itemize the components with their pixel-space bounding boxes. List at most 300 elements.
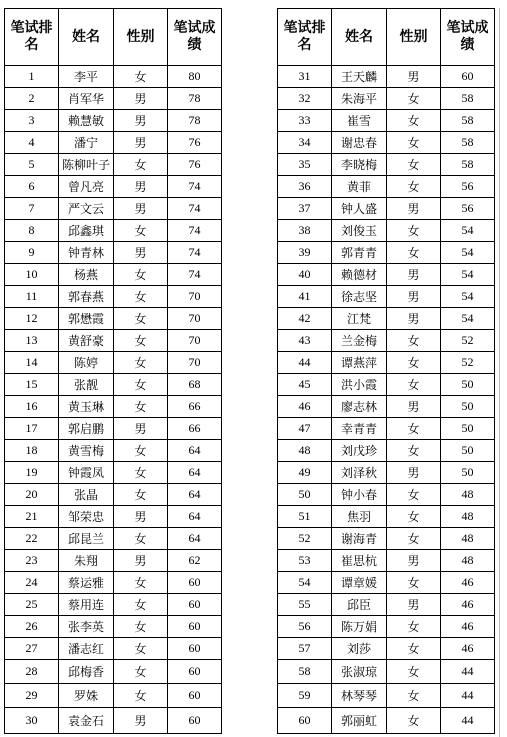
gender-cell: 男 bbox=[114, 198, 168, 220]
gender-cell: 女 bbox=[387, 616, 441, 638]
gender-cell: 女 bbox=[114, 374, 168, 396]
score-cell: 74 bbox=[168, 242, 222, 264]
table-row bbox=[5, 418, 222, 440]
rank-cell: 28 bbox=[5, 660, 59, 684]
gender-cell: 女 bbox=[114, 220, 168, 242]
name-cell: 潘宁 bbox=[59, 132, 114, 154]
name-cell: 罗姝 bbox=[59, 684, 114, 708]
header-row bbox=[278, 9, 495, 66]
score-cell: 66 bbox=[168, 396, 222, 418]
rank-cell: 29 bbox=[5, 684, 59, 708]
table-row bbox=[278, 594, 495, 616]
score-cell: 78 bbox=[168, 88, 222, 110]
gender-cell: 男 bbox=[114, 132, 168, 154]
score-cell: 74 bbox=[168, 198, 222, 220]
header-name: 姓名 bbox=[59, 9, 114, 66]
score-cell: 68 bbox=[168, 374, 222, 396]
score-cell: 44 bbox=[441, 660, 495, 684]
name-cell: 黄雪梅 bbox=[59, 440, 114, 462]
score-cell: 48 bbox=[441, 484, 495, 506]
name-cell: 刘莎 bbox=[332, 638, 387, 660]
name-cell: 钟小春 bbox=[332, 484, 387, 506]
score-cell: 44 bbox=[441, 684, 495, 708]
table-row bbox=[278, 352, 495, 374]
table-row bbox=[5, 550, 222, 572]
table-row bbox=[278, 110, 495, 132]
gender-cell: 女 bbox=[114, 264, 168, 286]
rank-cell: 50 bbox=[278, 484, 332, 506]
gender-cell: 女 bbox=[387, 708, 441, 734]
rank-cell: 8 bbox=[5, 220, 59, 242]
score-cell: 46 bbox=[441, 616, 495, 638]
gender-cell: 女 bbox=[387, 132, 441, 154]
name-cell: 崔思杭 bbox=[332, 550, 387, 572]
gender-cell: 女 bbox=[114, 308, 168, 330]
score-cell: 74 bbox=[168, 220, 222, 242]
gender-cell: 女 bbox=[387, 684, 441, 708]
table-row bbox=[278, 484, 495, 506]
name-cell: 张李英 bbox=[59, 616, 114, 638]
table-row bbox=[5, 660, 222, 684]
table-row bbox=[278, 462, 495, 484]
gender-cell: 男 bbox=[387, 594, 441, 616]
score-cell: 60 bbox=[168, 616, 222, 638]
score-cell: 56 bbox=[441, 198, 495, 220]
table-row bbox=[278, 396, 495, 418]
name-cell: 袁金石 bbox=[59, 708, 114, 734]
table-row bbox=[278, 440, 495, 462]
gender-cell: 男 bbox=[114, 418, 168, 440]
rank-cell: 23 bbox=[5, 550, 59, 572]
table-body-left bbox=[5, 66, 222, 734]
rank-cell: 3 bbox=[5, 110, 59, 132]
score-cell: 70 bbox=[168, 330, 222, 352]
table-row bbox=[5, 572, 222, 594]
name-cell: 李晓梅 bbox=[332, 154, 387, 176]
score-sheet bbox=[4, 0, 507, 737]
table-row bbox=[5, 616, 222, 638]
table-row bbox=[278, 506, 495, 528]
score-cell: 48 bbox=[441, 550, 495, 572]
name-cell: 郭启鹏 bbox=[59, 418, 114, 440]
gender-cell: 女 bbox=[387, 242, 441, 264]
sheet-edge-line bbox=[499, 8, 500, 737]
name-cell: 蔡用连 bbox=[59, 594, 114, 616]
table-row bbox=[278, 616, 495, 638]
score-cell: 64 bbox=[168, 528, 222, 550]
table-row bbox=[278, 330, 495, 352]
rank-cell: 24 bbox=[5, 572, 59, 594]
score-cell: 74 bbox=[168, 264, 222, 286]
gender-cell: 女 bbox=[114, 286, 168, 308]
rank-cell: 56 bbox=[278, 616, 332, 638]
rank-cell: 35 bbox=[278, 154, 332, 176]
name-cell: 徐志坚 bbox=[332, 286, 387, 308]
score-cell: 54 bbox=[441, 264, 495, 286]
gender-cell: 女 bbox=[387, 638, 441, 660]
gender-cell: 男 bbox=[387, 308, 441, 330]
rank-cell: 49 bbox=[278, 462, 332, 484]
rank-cell: 36 bbox=[278, 176, 332, 198]
name-cell: 潘志红 bbox=[59, 638, 114, 660]
table-row bbox=[5, 198, 222, 220]
rank-cell: 30 bbox=[5, 708, 59, 734]
table-row bbox=[5, 638, 222, 660]
gender-cell: 女 bbox=[114, 572, 168, 594]
name-cell: 谭章媛 bbox=[332, 572, 387, 594]
rank-cell: 4 bbox=[5, 132, 59, 154]
table-row bbox=[5, 484, 222, 506]
gender-cell: 女 bbox=[387, 330, 441, 352]
rank-cell: 31 bbox=[278, 66, 332, 88]
name-cell: 朱海平 bbox=[332, 88, 387, 110]
table-row bbox=[5, 708, 222, 734]
name-cell: 崔雪 bbox=[332, 110, 387, 132]
score-cell: 76 bbox=[168, 132, 222, 154]
name-cell: 郭丽虹 bbox=[332, 708, 387, 734]
score-cell: 46 bbox=[441, 572, 495, 594]
table-row bbox=[278, 264, 495, 286]
score-cell: 64 bbox=[168, 484, 222, 506]
gender-cell: 女 bbox=[114, 594, 168, 616]
table-row bbox=[5, 242, 222, 264]
score-cell: 74 bbox=[168, 176, 222, 198]
gender-cell: 男 bbox=[387, 264, 441, 286]
name-cell: 江梵 bbox=[332, 308, 387, 330]
name-cell: 陈柳叶子 bbox=[59, 154, 114, 176]
name-cell: 谢忠春 bbox=[332, 132, 387, 154]
score-cell: 52 bbox=[441, 330, 495, 352]
name-cell: 邱鑫琪 bbox=[59, 220, 114, 242]
score-cell: 64 bbox=[168, 462, 222, 484]
name-cell: 郭春燕 bbox=[59, 286, 114, 308]
gender-cell: 男 bbox=[387, 286, 441, 308]
name-cell: 陈婷 bbox=[59, 352, 114, 374]
score-cell: 58 bbox=[441, 88, 495, 110]
score-cell: 50 bbox=[441, 418, 495, 440]
rank-cell: 20 bbox=[5, 484, 59, 506]
table-row bbox=[278, 308, 495, 330]
score-cell: 62 bbox=[168, 550, 222, 572]
name-cell: 焦羽 bbox=[332, 506, 387, 528]
score-cell: 50 bbox=[441, 440, 495, 462]
table-row bbox=[278, 684, 495, 708]
score-cell: 76 bbox=[168, 154, 222, 176]
rank-cell: 27 bbox=[5, 638, 59, 660]
table-row bbox=[278, 528, 495, 550]
name-cell: 蔡运雅 bbox=[59, 572, 114, 594]
score-cell: 58 bbox=[441, 110, 495, 132]
rank-cell: 40 bbox=[278, 264, 332, 286]
gender-cell: 男 bbox=[387, 462, 441, 484]
name-cell: 肖军华 bbox=[59, 88, 114, 110]
gender-cell: 男 bbox=[387, 396, 441, 418]
rank-cell: 25 bbox=[5, 594, 59, 616]
table-row bbox=[5, 264, 222, 286]
rank-cell: 18 bbox=[5, 440, 59, 462]
gender-cell: 女 bbox=[387, 528, 441, 550]
name-cell: 张晶 bbox=[59, 484, 114, 506]
header-rank: 笔试排名 bbox=[5, 9, 59, 66]
score-cell: 50 bbox=[441, 396, 495, 418]
name-cell: 王天麟 bbox=[332, 66, 387, 88]
score-cell: 46 bbox=[441, 594, 495, 616]
gender-cell: 女 bbox=[114, 396, 168, 418]
score-cell: 60 bbox=[441, 66, 495, 88]
gender-cell: 女 bbox=[387, 220, 441, 242]
header-score: 笔试成绩 bbox=[168, 9, 222, 66]
name-cell: 李平 bbox=[59, 66, 114, 88]
rank-cell: 34 bbox=[278, 132, 332, 154]
name-cell: 刘俊玉 bbox=[332, 220, 387, 242]
gender-cell: 女 bbox=[387, 484, 441, 506]
name-cell: 曾凡亮 bbox=[59, 176, 114, 198]
table-row bbox=[5, 506, 222, 528]
score-cell: 60 bbox=[168, 708, 222, 734]
rank-cell: 48 bbox=[278, 440, 332, 462]
rank-cell: 39 bbox=[278, 242, 332, 264]
gender-cell: 女 bbox=[114, 484, 168, 506]
table-row bbox=[278, 638, 495, 660]
rank-cell: 5 bbox=[5, 154, 59, 176]
table-row bbox=[278, 220, 495, 242]
name-cell: 刘泽秋 bbox=[332, 462, 387, 484]
gender-cell: 男 bbox=[114, 88, 168, 110]
score-cell: 60 bbox=[168, 660, 222, 684]
table-row bbox=[278, 286, 495, 308]
score-cell: 64 bbox=[168, 440, 222, 462]
gender-cell: 女 bbox=[387, 88, 441, 110]
name-cell: 黄菲 bbox=[332, 176, 387, 198]
gender-cell: 女 bbox=[387, 352, 441, 374]
gender-cell: 女 bbox=[387, 154, 441, 176]
gender-cell: 女 bbox=[114, 66, 168, 88]
name-cell: 赖德材 bbox=[332, 264, 387, 286]
gender-cell: 男 bbox=[114, 550, 168, 572]
name-cell: 林琴琴 bbox=[332, 684, 387, 708]
gender-cell: 男 bbox=[114, 176, 168, 198]
gender-cell: 女 bbox=[114, 638, 168, 660]
table-row bbox=[278, 176, 495, 198]
score-cell: 54 bbox=[441, 242, 495, 264]
score-cell: 60 bbox=[168, 594, 222, 616]
name-cell: 邱梅香 bbox=[59, 660, 114, 684]
name-cell: 黄舒豪 bbox=[59, 330, 114, 352]
table-row bbox=[5, 110, 222, 132]
gender-cell: 女 bbox=[387, 176, 441, 198]
score-cell: 70 bbox=[168, 286, 222, 308]
gender-cell: 女 bbox=[387, 374, 441, 396]
rank-cell: 60 bbox=[278, 708, 332, 734]
name-cell: 谭燕萍 bbox=[332, 352, 387, 374]
score-cell: 48 bbox=[441, 506, 495, 528]
name-cell: 郭青青 bbox=[332, 242, 387, 264]
header-gender: 性别 bbox=[114, 9, 168, 66]
table-row bbox=[5, 396, 222, 418]
gender-cell: 女 bbox=[114, 616, 168, 638]
table-row bbox=[278, 374, 495, 396]
rank-cell: 47 bbox=[278, 418, 332, 440]
table-body-right bbox=[278, 66, 495, 734]
gender-cell: 女 bbox=[114, 660, 168, 684]
name-cell: 张淑琼 bbox=[332, 660, 387, 684]
gender-cell: 男 bbox=[114, 242, 168, 264]
score-cell: 78 bbox=[168, 110, 222, 132]
score-cell: 56 bbox=[441, 176, 495, 198]
gender-cell: 女 bbox=[387, 660, 441, 684]
rank-cell: 52 bbox=[278, 528, 332, 550]
score-cell: 58 bbox=[441, 132, 495, 154]
name-cell: 邱昆兰 bbox=[59, 528, 114, 550]
table-row bbox=[278, 242, 495, 264]
score-cell: 70 bbox=[168, 308, 222, 330]
name-cell: 邹荣忠 bbox=[59, 506, 114, 528]
rank-cell: 33 bbox=[278, 110, 332, 132]
table-row bbox=[278, 88, 495, 110]
rank-cell: 11 bbox=[5, 286, 59, 308]
gender-cell: 女 bbox=[387, 440, 441, 462]
table-row bbox=[278, 550, 495, 572]
score-cell: 54 bbox=[441, 308, 495, 330]
score-cell: 64 bbox=[168, 506, 222, 528]
rank-cell: 16 bbox=[5, 396, 59, 418]
table-row bbox=[278, 660, 495, 684]
gender-cell: 男 bbox=[387, 66, 441, 88]
rank-cell: 14 bbox=[5, 352, 59, 374]
table-row bbox=[278, 154, 495, 176]
gender-cell: 女 bbox=[114, 330, 168, 352]
name-cell: 邱臣 bbox=[332, 594, 387, 616]
table-row bbox=[5, 286, 222, 308]
score-cell: 54 bbox=[441, 286, 495, 308]
gender-cell: 男 bbox=[114, 506, 168, 528]
score-cell: 58 bbox=[441, 154, 495, 176]
rank-cell: 32 bbox=[278, 88, 332, 110]
header-gender: 性别 bbox=[387, 9, 441, 66]
score-cell: 54 bbox=[441, 220, 495, 242]
table-row bbox=[5, 528, 222, 550]
table-row bbox=[5, 132, 222, 154]
gender-cell: 女 bbox=[114, 684, 168, 708]
rank-cell: 42 bbox=[278, 308, 332, 330]
rank-cell: 57 bbox=[278, 638, 332, 660]
score-cell: 50 bbox=[441, 374, 495, 396]
rank-cell: 17 bbox=[5, 418, 59, 440]
score-cell: 60 bbox=[168, 638, 222, 660]
rank-cell: 41 bbox=[278, 286, 332, 308]
gender-cell: 男 bbox=[114, 110, 168, 132]
name-cell: 谢海青 bbox=[332, 528, 387, 550]
rank-cell: 43 bbox=[278, 330, 332, 352]
rank-cell: 19 bbox=[5, 462, 59, 484]
table-row bbox=[278, 132, 495, 154]
table-row bbox=[278, 66, 495, 88]
rank-cell: 44 bbox=[278, 352, 332, 374]
table-row bbox=[5, 462, 222, 484]
table-row bbox=[5, 594, 222, 616]
name-cell: 钟霞凤 bbox=[59, 462, 114, 484]
name-cell: 刘戊珍 bbox=[332, 440, 387, 462]
name-cell: 钟人盛 bbox=[332, 198, 387, 220]
rank-cell: 21 bbox=[5, 506, 59, 528]
header-name: 姓名 bbox=[332, 9, 387, 66]
table-row bbox=[5, 440, 222, 462]
name-cell: 兰金梅 bbox=[332, 330, 387, 352]
table-row bbox=[5, 308, 222, 330]
rank-cell: 7 bbox=[5, 198, 59, 220]
rank-cell: 45 bbox=[278, 374, 332, 396]
score-cell: 44 bbox=[441, 708, 495, 734]
rank-cell: 22 bbox=[5, 528, 59, 550]
name-cell: 赖慧敏 bbox=[59, 110, 114, 132]
name-cell: 张靓 bbox=[59, 374, 114, 396]
score-cell: 52 bbox=[441, 352, 495, 374]
rank-cell: 13 bbox=[5, 330, 59, 352]
gender-cell: 男 bbox=[114, 708, 168, 734]
rank-cell: 51 bbox=[278, 506, 332, 528]
name-cell: 严文云 bbox=[59, 198, 114, 220]
name-cell: 黄玉琳 bbox=[59, 396, 114, 418]
rank-cell: 9 bbox=[5, 242, 59, 264]
score-cell: 80 bbox=[168, 66, 222, 88]
score-cell: 60 bbox=[168, 684, 222, 708]
name-cell: 洪小霞 bbox=[332, 374, 387, 396]
gender-cell: 女 bbox=[387, 572, 441, 594]
table-row bbox=[278, 198, 495, 220]
score-cell: 48 bbox=[441, 528, 495, 550]
gender-cell: 女 bbox=[387, 506, 441, 528]
name-cell: 陈万娟 bbox=[332, 616, 387, 638]
score-cell: 46 bbox=[441, 638, 495, 660]
name-cell: 钟青林 bbox=[59, 242, 114, 264]
header-row bbox=[5, 9, 222, 66]
gender-cell: 女 bbox=[114, 352, 168, 374]
header-score: 笔试成绩 bbox=[441, 9, 495, 66]
rank-cell: 54 bbox=[278, 572, 332, 594]
header-rank: 笔试排名 bbox=[278, 9, 332, 66]
ranking-table-left bbox=[4, 8, 222, 734]
table-row bbox=[5, 220, 222, 242]
name-cell: 朱翔 bbox=[59, 550, 114, 572]
rank-cell: 6 bbox=[5, 176, 59, 198]
rank-cell: 10 bbox=[5, 264, 59, 286]
gender-cell: 女 bbox=[114, 440, 168, 462]
rank-cell: 37 bbox=[278, 198, 332, 220]
table-row bbox=[5, 154, 222, 176]
gender-cell: 女 bbox=[114, 528, 168, 550]
rank-cell: 58 bbox=[278, 660, 332, 684]
rank-cell: 55 bbox=[278, 594, 332, 616]
score-cell: 50 bbox=[441, 462, 495, 484]
gender-cell: 女 bbox=[387, 418, 441, 440]
rank-cell: 12 bbox=[5, 308, 59, 330]
name-cell: 廖志林 bbox=[332, 396, 387, 418]
rank-cell: 26 bbox=[5, 616, 59, 638]
score-cell: 60 bbox=[168, 572, 222, 594]
table-row bbox=[5, 66, 222, 88]
table-row bbox=[278, 708, 495, 734]
table-row bbox=[5, 176, 222, 198]
rank-cell: 1 bbox=[5, 66, 59, 88]
table-row bbox=[5, 374, 222, 396]
table-row bbox=[5, 352, 222, 374]
table-row bbox=[278, 572, 495, 594]
gender-cell: 女 bbox=[387, 110, 441, 132]
gender-cell: 女 bbox=[114, 462, 168, 484]
table-row bbox=[5, 330, 222, 352]
score-cell: 70 bbox=[168, 352, 222, 374]
rank-cell: 15 bbox=[5, 374, 59, 396]
